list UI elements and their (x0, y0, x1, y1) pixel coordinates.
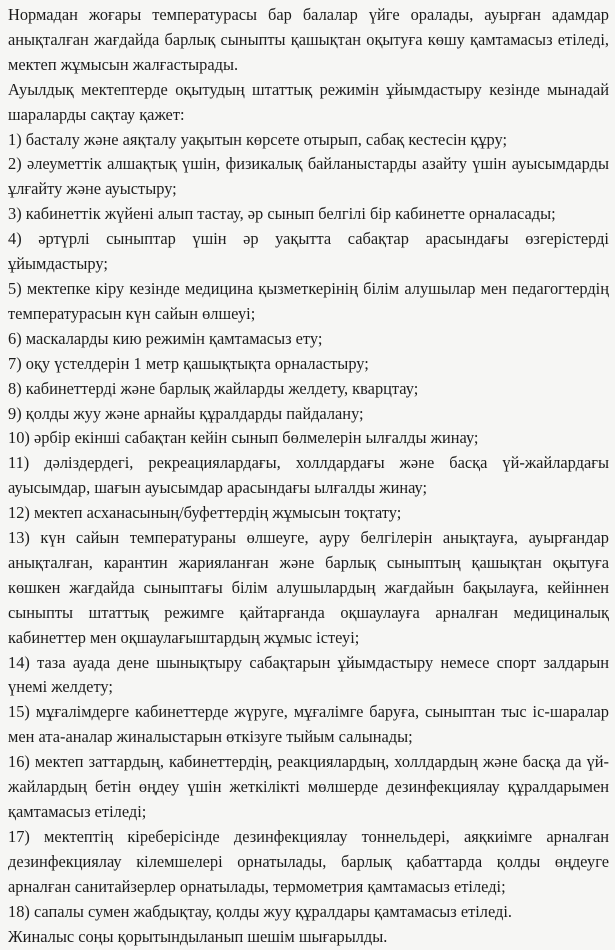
intro-paragraph-1: Нормадан жоғары температурасы бар балалар үйге оралады, ауырған адамдар анықталған жағдайда барлық сыныпты қашықтан оқытуға көшу қамтамасыз етіледі, мектеп жұмысын жалғастырады. (8, 5, 609, 74)
measure-item-3: 3) кабинеттік жүйені алып тастау, әр сынып белгілі бір кабинетте орналасады; (8, 204, 556, 224)
measure-item-17: 17) мектептің кіреберісінде дезинфекциялау тоннельдері, аяқкиімге арналған дезинфекциялау кілемшелері орнатылады, барлық қабаттарда қолды өңдеуге арналған санитайзерлер орнатылады, термометрия қамтамасыз етіледі; (8, 826, 609, 896)
measure-item-12: 12) мектеп асханасының/буфеттердің жұмысын тоқтату; (8, 503, 402, 523)
intro-paragraph-2: Ауылдық мектептерде оқытудың штаттық режимін ұйымдастыру кезінде мынадай шараларды сақтау қажет: (8, 79, 609, 124)
measure-item-7: 7) оқу үстелдерін 1 метр қашықтықта орналастыру; (8, 353, 369, 373)
measure-item-4: 4) әртүрлі сыныптар үшін әр уақытта сабақтар арасындағы өзгерістерді ұйымдастыру; (8, 229, 609, 274)
measure-item-5: 5) мектепке кіру кезінде медицина қызметкерінің білім алушылар мен педагогтердің температурасын күн сайын өлшеуі; (8, 278, 609, 323)
closing-sentence: Жиналыс соңы қорытындыланып шешім шығарылды. (8, 926, 388, 946)
measure-item-18: 18) сапалы сумен жабдықтау, қолды жуу құралдары қамтамасыз етіледі. (8, 901, 513, 921)
measure-item-13: 13) күн сайын температураны өлшеуге, ауру белгілерін анықтауға, ауырғандар анықталған, карантин жарияланған және барлық сыныптың қашықтан оқытуға көшкен жағдайда сыныптағы білім алушылардың жағдайын бақылауға, кейіннен сыныпты штаттық режимге қайтарғанда оқшаулауға арналған медициналық кабинеттер мен оқшаулағыштардың жұмыс істеуі; (8, 528, 609, 647)
measure-item-1: 1) басталу және аяқталу уақытын көрсете отырып, сабақ кестесін құру; (8, 129, 508, 149)
measure-item-14: 14) таза ауада дене шынықтыру сабақтарын ұйымдастыру немесе спорт залдарын үнемі желдету; (8, 652, 609, 697)
measure-item-11: 11) дәліздердегі, рекреациялардағы, холлдардағы және басқа үй-жайлардағы ауысымдар, шағын ауысымдар арасындағы ылғалды жинау; (8, 453, 609, 498)
measures-list (8, 128, 609, 925)
measure-item-15: 15) мұғалімдерге кабинеттерде жүруге, мұғалімге баруға, сыныптан тыс іс-шаралар мен ата-аналар жиналыстарын өткізуге тыйым салынады; (8, 702, 609, 747)
measure-item-8: 8) кабинеттерді және барлық жайларды желдету, кварцтау; (8, 378, 419, 398)
measure-item-16: 16) мектеп заттардың, кабинеттердің, реакциялардың, холлдардың және басқа да үй-жайлардың бетін өңдеу үшін жеткілікті мөлшерде дезинфекциялау құралдарымен қамтамасыз етіледі; (8, 752, 609, 821)
measure-item-9: 9) қолды жуу және арнайы құралдарды пайдалану; (8, 403, 364, 423)
measure-item-2: 2) әлеуметтік алшақтық үшін, физикалық байланыстарды азайту үшін ауысымдарды ұлғайту және ауыстыру; (8, 154, 609, 199)
measure-item-6: 6) маскаларды кию режимін қамтамасыз ету; (8, 328, 323, 348)
measure-item-10: 10) әрбір екінші сабақтан кейін сынып бөлмелерін ылғалды жинау; (8, 428, 479, 448)
